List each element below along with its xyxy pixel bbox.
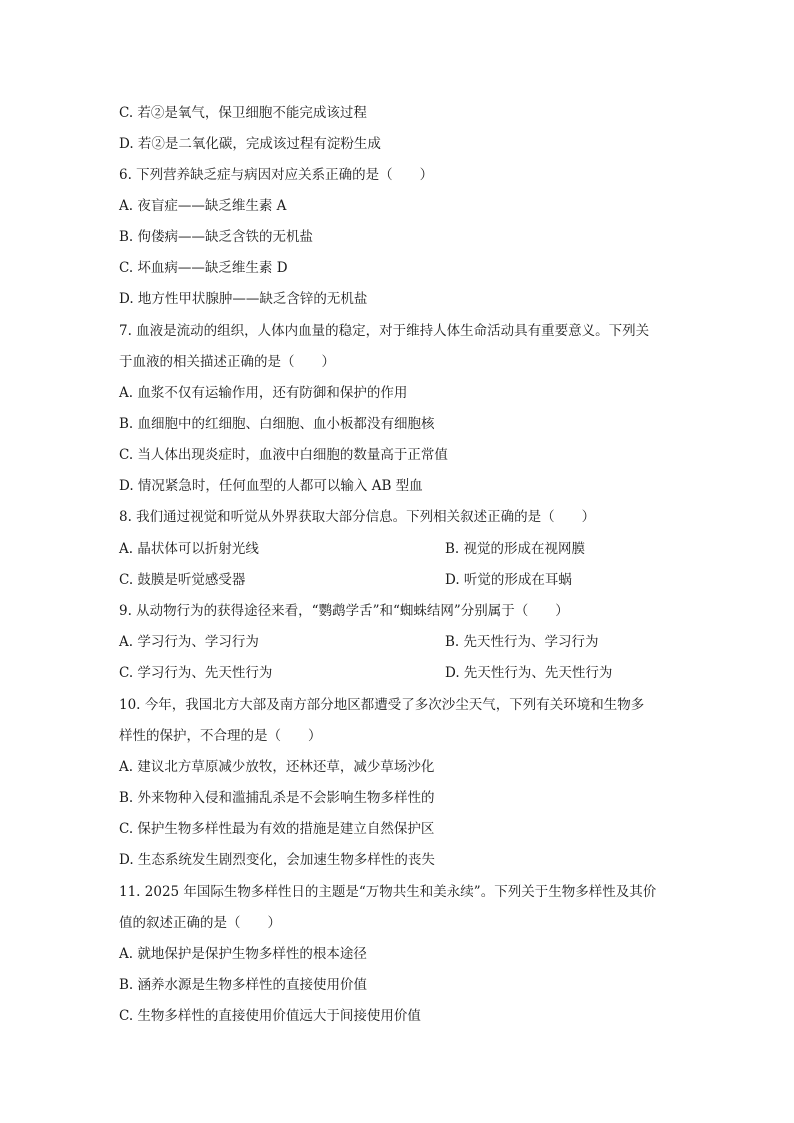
q6-option-c: C. 坏血病——缺乏维生素 D (119, 260, 288, 276)
q10-option-a: A. 建议北方草原减少放牧，还林还草，减少草场沙化 (119, 759, 435, 775)
q7-stem-line1: 7. 血液是流动的组织，人体内血量的稳定，对于维持人体生命活动具有重要意义。下列关 (119, 323, 650, 339)
q8-option-a: A. 晶状体可以折射光线 (119, 541, 259, 557)
q5-option-d: D. 若②是二氧化碳，完成该过程有淀粉生成 (119, 136, 381, 152)
q7-stem-line2: 于血液的相关描述正确的是（ ） (119, 354, 335, 370)
q11-stem-line1: 11. 2025 年国际生物多样性日的主题是“万物共生和美永续”。下列关于生物多样性及其价 (119, 884, 657, 900)
q8-option-b: B. 视觉的形成在视网膜 (445, 541, 586, 557)
q7-option-b: B. 血细胞中的红细胞、白细胞、血小板都没有细胞核 (119, 416, 435, 432)
q11-stem-line2: 值的叙述正确的是（ ） (119, 915, 281, 931)
q9-stem: 9. 从动物行为的获得途径来看，“鹦鹉学舌”和“蜘蛛结网”分别属于（ ） (119, 603, 569, 619)
q5-option-c: C. 若②是氧气，保卫细胞不能完成该过程 (119, 105, 367, 121)
q11-option-b: B. 涵养水源是生物多样性的直接使用价值 (119, 977, 368, 993)
q9-option-a: A. 学习行为、学习行为 (119, 634, 259, 650)
q9-option-d: D. 先天性行为、先天性行为 (445, 665, 613, 681)
q10-option-d: D. 生态系统发生剧烈变化，会加速生物多样性的丧失 (119, 852, 435, 868)
q10-stem-line1: 10. 今年，我国北方大部及南方部分地区都遭受了多次沙尘天气，下列有关环境和生物多 (119, 697, 645, 713)
q8-option-d: D. 听觉的形成在耳蜗 (445, 572, 572, 588)
q9-option-b: B. 先天性行为、学习行为 (445, 634, 599, 650)
q10-option-c: C. 保护生物多样性最为有效的措施是建立自然保护区 (119, 821, 435, 837)
q11-option-a: A. 就地保护是保护生物多样性的根本途径 (119, 946, 367, 962)
q6-stem: 6. 下列营养缺乏症与病因对应关系正确的是（ ） (119, 167, 434, 183)
q7-option-d: D. 情况紧急时，任何血型的人都可以输入 AB 型血 (119, 478, 423, 494)
q10-stem-line2: 样性的保护，不合理的是（ ） (119, 728, 322, 744)
q7-option-c: C. 当人体出现炎症时，血液中白细胞的数量高于正常值 (119, 447, 448, 463)
q6-option-b: B. 佝偻病——缺乏含铁的无机盐 (119, 229, 314, 245)
q6-option-d: D. 地方性甲状腺肿——缺乏含锌的无机盐 (119, 291, 368, 307)
q10-option-b: B. 外来物种入侵和滥捕乱杀是不会影响生物多样性的 (119, 790, 435, 806)
q11-option-c: C. 生物多样性的直接使用价值远大于间接使用价值 (119, 1008, 421, 1024)
q7-option-a: A. 血浆不仅有运输作用，还有防御和保护的作用 (119, 385, 408, 401)
q8-option-c: C. 鼓膜是听觉感受器 (119, 572, 246, 588)
q6-option-a: A. 夜盲症——缺乏维生素 A (119, 198, 287, 214)
q9-option-c: C. 学习行为、先天性行为 (119, 665, 273, 681)
q8-stem: 8. 我们通过视觉和听觉从外界获取大部分信息。下列相关叙述正确的是（ ） (119, 509, 596, 525)
